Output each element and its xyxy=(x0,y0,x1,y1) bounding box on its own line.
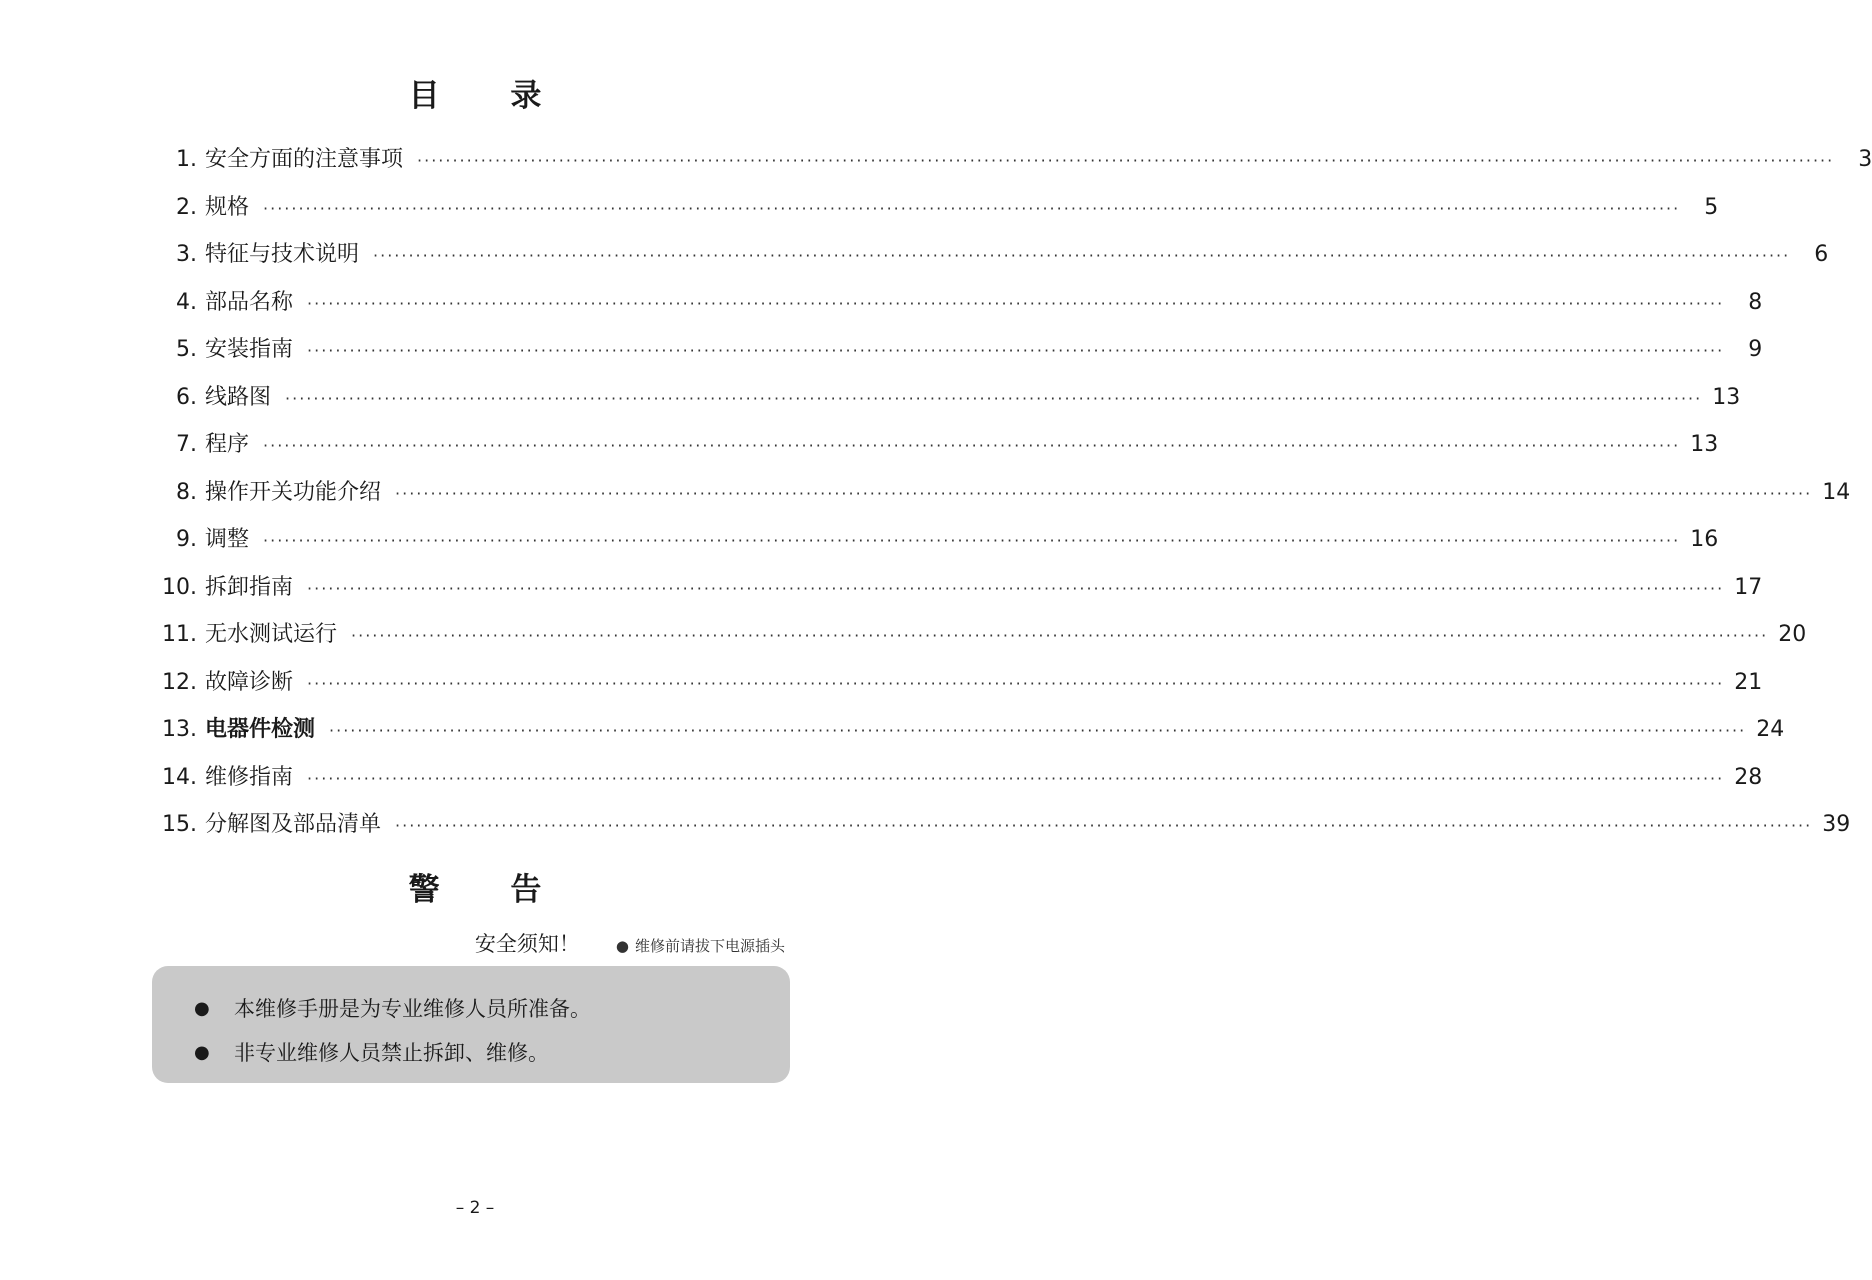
bullet-icon: ● xyxy=(194,1041,210,1063)
table-of-contents xyxy=(155,142,1872,855)
warning-item-text: 本维修手册是为专业维修人员所准备。 xyxy=(234,997,591,1021)
toc-page-number: 13 xyxy=(1712,384,1741,410)
toc-leader-dots: ········································································································································································································ xyxy=(307,768,1725,788)
toc-page-number: 14 xyxy=(1822,479,1851,505)
toc-number: 15. xyxy=(162,812,197,837)
toc-label: 线路图 xyxy=(205,384,272,410)
warning-title: 警 告 xyxy=(408,872,572,908)
toc-label: 电器件检测 xyxy=(205,717,316,742)
safety-note xyxy=(616,935,785,956)
bullet-icon: ● xyxy=(615,937,629,955)
toc-row xyxy=(155,237,1829,285)
toc-leader-dots: ········································································································································································································ xyxy=(307,673,1725,693)
toc-row xyxy=(155,522,1719,570)
toc-page-number: 20 xyxy=(1778,622,1807,647)
toc-number: 1. xyxy=(176,147,197,172)
toc-row xyxy=(155,380,1741,428)
toc-leader-dots: ········································································································································································································ xyxy=(417,151,1835,170)
toc-number: 11. xyxy=(162,622,197,647)
toc-page-number: 9 xyxy=(1748,337,1763,362)
toc-label: 部品名称 xyxy=(205,289,294,315)
toc-number: 7. xyxy=(176,432,197,457)
warning-item-text: 非专业维修人员禁止拆卸、维修。 xyxy=(234,1041,549,1065)
toc-leader-dots: ········································································································································································································ xyxy=(395,816,1813,835)
toc-row xyxy=(155,807,1851,855)
bullet-icon: ● xyxy=(194,997,210,1019)
toc-label: 故障诊断 xyxy=(205,669,294,695)
toc-number: 6. xyxy=(176,384,197,410)
toc-number: 14. xyxy=(162,764,197,790)
toc-leader-dots: ········································································································································································································ xyxy=(263,531,1681,550)
toc-page-number: 5 xyxy=(1704,194,1719,220)
toc-label: 规格 xyxy=(205,194,250,220)
page-number: – 2 – xyxy=(455,1198,495,1218)
toc-page-number: 13 xyxy=(1690,432,1719,457)
toc-leader-dots: ········································································································································································································ xyxy=(285,388,1703,408)
toc-leader-dots: ········································································································································································································ xyxy=(263,436,1681,455)
toc-label: 拆卸指南 xyxy=(205,574,294,600)
toc-number: 4. xyxy=(176,289,197,315)
toc-label: 无水测试运行 xyxy=(205,622,338,647)
toc-label: 维修指南 xyxy=(205,764,294,790)
toc-number: 2. xyxy=(176,194,197,220)
toc-number: 10. xyxy=(162,574,197,600)
toc-label: 特征与技术说明 xyxy=(205,242,360,267)
toc-leader-dots: ········································································································································································································ xyxy=(373,246,1791,265)
toc-row xyxy=(155,190,1719,238)
warning-item xyxy=(194,986,790,1030)
toc-page-number: 6 xyxy=(1814,242,1829,267)
toc-page-number: 21 xyxy=(1734,669,1763,695)
toc-page-number: 3 xyxy=(1858,147,1872,172)
safety-note-text: 维修前请拔下电源插头 xyxy=(634,937,785,955)
toc-row xyxy=(155,712,1785,760)
toc-row xyxy=(155,665,1763,713)
toc-number: 12. xyxy=(162,669,197,695)
toc-leader-dots: ········································································································································································································ xyxy=(307,293,1725,313)
toc-page-number: 16 xyxy=(1690,527,1719,552)
toc-leader-dots: ········································································································································································································ xyxy=(263,198,1681,218)
toc-label: 调整 xyxy=(205,527,250,552)
toc-page-number: 8 xyxy=(1748,289,1763,315)
toc-leader-dots: ········································································································································································································ xyxy=(307,578,1725,598)
toc-page-number: 24 xyxy=(1756,717,1785,742)
toc-leader-dots: ········································································································································································································ xyxy=(395,483,1813,503)
warning-box xyxy=(152,966,790,1083)
safety-label: 安全须知！ xyxy=(474,932,580,956)
toc-number: 13. xyxy=(162,717,197,742)
toc-title: 目 录 xyxy=(408,78,572,114)
toc-row xyxy=(155,760,1763,808)
toc-number: 8. xyxy=(176,479,197,505)
toc-number: 5. xyxy=(176,337,197,362)
toc-label: 操作开关功能介绍 xyxy=(205,479,382,505)
toc-number: 3. xyxy=(176,242,197,267)
toc-row xyxy=(155,142,1872,190)
toc-label: 分解图及部品清单 xyxy=(205,812,382,837)
toc-row xyxy=(155,475,1851,523)
toc-label: 安装指南 xyxy=(205,337,294,362)
toc-row xyxy=(155,285,1763,333)
warning-item xyxy=(194,1030,790,1074)
toc-page-number: 17 xyxy=(1734,574,1763,600)
toc-page-number: 39 xyxy=(1822,812,1851,837)
toc-page-number: 28 xyxy=(1734,764,1763,790)
toc-leader-dots: ········································································································································································································ xyxy=(329,721,1747,740)
safety-header xyxy=(0,928,785,958)
toc-leader-dots: ········································································································································································································ xyxy=(351,626,1769,645)
toc-row xyxy=(155,570,1763,618)
toc-label: 程序 xyxy=(205,432,250,457)
toc-label: 安全方面的注意事项 xyxy=(205,147,404,172)
toc-leader-dots: ········································································································································································································ xyxy=(307,341,1725,360)
toc-row xyxy=(155,427,1719,475)
toc-row xyxy=(155,617,1807,665)
toc-row xyxy=(155,332,1763,380)
toc-number: 9. xyxy=(176,527,197,552)
